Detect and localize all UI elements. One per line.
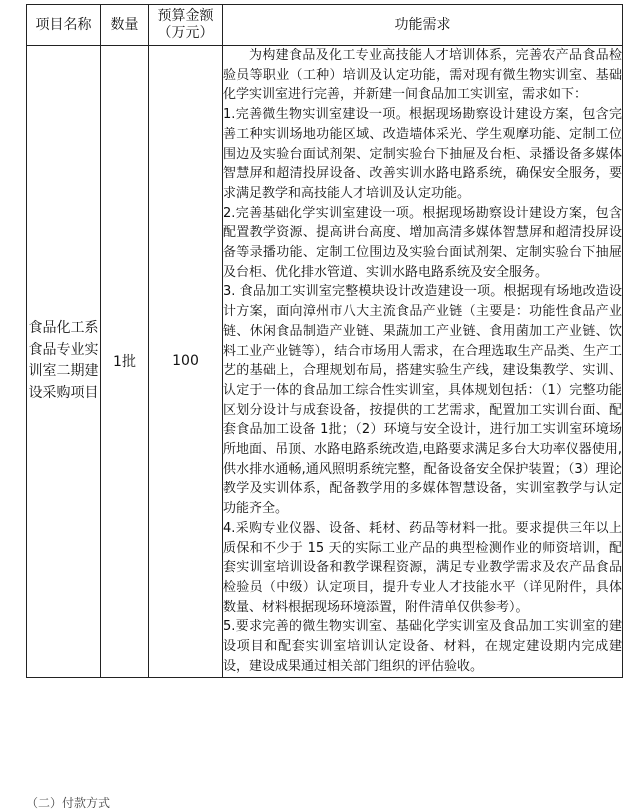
requirement-intro: 为构建食品及化工专业高技能人才培训体系，完善农产品食品检验员等职业（工种）培训及认定功能，需对现有微生物实训室、基础化学实训室进行完善，并新建一间食品加工实训室，需求如下： [223, 48, 622, 103]
header-budget-line2: （万元） [157, 25, 214, 41]
cell-project-name: 食品化工系食品专业实训室二期建设采购项目 [27, 46, 101, 678]
requirement-item-2: 2.完善基础化学实训室建设一项。根据现场勘察设计建设方案，包含配置教学资源、提高讲台高度、增加高清多媒体智慧屏和超清投屏设备等录播功能、定制工位围边及实验台面试剂架、定制实验台下抽屉及台柜、优化排水管道、实训水路电路系统及安全服务。 [223, 205, 622, 280]
table-row [27, 46, 623, 678]
footer-note: （二）付款方式 [26, 796, 111, 810]
requirement-item-1: 1.完善微生物实训室建设一项。根据现场勘察设计建设方案，包含完善工种实训场地功能区域、改造墙体采光、学生观摩功能、定制工位围边及实验台面试剂架、定制实验台下抽屉及台柜、录播设备多媒体智慧屏和超清投屏设备、改善实训水路电路系统，确保安全服务，要求满足教学和高技能人才培训及认定功能。 [223, 107, 622, 201]
cell-quantity: 1批 [101, 46, 149, 678]
header-project-name: 项目名称 [27, 5, 101, 46]
header-requirements: 功能需求 [223, 5, 623, 46]
header-budget-line1: 预算金额 [157, 8, 214, 24]
table-header-row [27, 5, 623, 46]
requirement-item-3: 3. 食品加工实训室完整模块设计改造建设一项。根据现有场地改造设计方案，面向漳州市八大主流食品产业链（主要是：功能性食品产业链、休闲食品制造产业链、果蔬加工产业链、食用菌加工产业链、饮料工业产业链等），结合市场用人需求，在合理选取生产品类、生产工艺的基础上，合理规划布局，搭建实验生产线，建设集教学、实训、认定于一体的食品加工综合性实训室，具体规划包括：（1）完整功能区划分设计与成套设备，按提供的工艺需求，配置加工实训台面、配套食品加工设备 1批；（2）环境与安全设计，进行加工实训室环境场所地面、吊顶、水路电路系统改造,电路要求满足多台大功率仪器使用,供水排水通畅,通风照明系统完整，配备设备安全保护装置；（3）理论教学及实训体系，配备教学用的多媒体智慧设备，实训室教学与认定功能齐全。 [223, 284, 622, 517]
header-budget [149, 5, 223, 46]
requirement-item-4: 4.采购专业仪器、设备、耗材、药品等材料一批。要求提供三年以上质保和不少于 15 天的实际工业产品的典型检测作业的师资培训，配套实训室培训设备和教学课程资源，满足专业教学需求及农产品食品检验员（中级）认定项目，提升专业人才技能水平（详见附件，具体数量、材料根据现场环境添置，附件清单仅供参考）。 [223, 520, 622, 615]
header-quantity: 数量 [101, 5, 149, 46]
requirements-table [26, 4, 623, 678]
cell-requirements [223, 46, 623, 678]
requirement-item-5: 5.要求完善的微生物实训室、基础化学实训室及食品加工实训室的建设项目和配套实训室培训认定设备、材料，在规定建设期内完成建设，建设成果通过相关部门组织的评估验收。 [223, 619, 622, 674]
cell-budget: 100 [149, 46, 223, 678]
